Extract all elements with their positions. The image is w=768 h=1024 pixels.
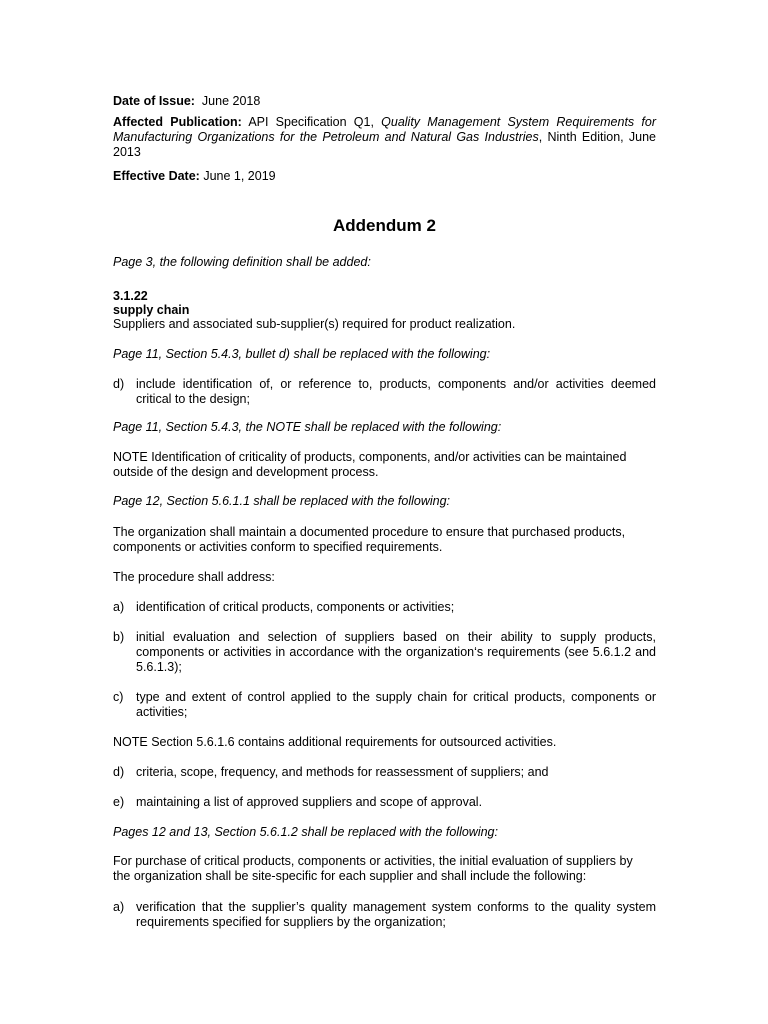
list-item-text: maintaining a list of approved suppliers and scope of approval. [136, 795, 483, 809]
list-item [113, 795, 656, 810]
defined-term: supply chain [113, 303, 190, 317]
list-item-text: verification that the supplier’s quality management system conforms to the quality system requirements specified for suppliers by the organization; [136, 900, 656, 929]
list-item [113, 600, 656, 615]
list-marker: e) [113, 795, 125, 809]
affected-publication-label: Affected Publication: [113, 115, 242, 129]
list-marker: d) [113, 377, 125, 391]
effective-date-label: Effective Date: [113, 169, 200, 183]
clause-number: 3.1.22 [113, 289, 148, 303]
list-item [113, 900, 656, 930]
list-marker: c) [113, 690, 124, 704]
date-of-issue [113, 94, 656, 109]
affected-publication [113, 115, 656, 160]
date-of-issue-label: Date of Issue: [113, 94, 195, 108]
instruction-page-12: Page 12, Section 5.6.1.1 shall be replaced with the following: [113, 494, 451, 508]
list-item [113, 690, 656, 720]
page-title: Addendum 2 [333, 216, 436, 235]
list-item-text: criteria, scope, frequency, and methods for reassessment of suppliers; and [136, 765, 549, 779]
list-item [113, 630, 656, 675]
affected-publication-title: Quality Management System Requirements for Manufacturing Organizations for the Petroleum and Natural Gas Industries [113, 115, 656, 144]
list-marker: a) [113, 600, 125, 614]
note-text: NOTE Section 5.6.1.6 contains additional requirements for outsourced activities. [113, 735, 557, 749]
list-marker: d) [113, 765, 125, 779]
list-item [113, 765, 656, 780]
note-text: NOTE Identification of criticality of products, components, and/or activities can be maintained outside of the design and development process. [113, 450, 627, 479]
paragraph: For purchase of critical products, components or activities, the initial evaluation of suppliers by the organization shall be site-specific for each supplier and shall include the following: [113, 854, 633, 883]
effective-date-value: June 1, 2019 [203, 169, 276, 183]
term-definition: Suppliers and associated sub-supplier(s) required for product realization. [113, 317, 516, 331]
list-item-text: type and extent of control applied to the supply chain for critical products, components or activities; [136, 690, 656, 719]
date-of-issue-value: June 2018 [201, 94, 261, 108]
list-item [113, 377, 656, 407]
instruction-page-3: Page 3, the following definition shall be added: [113, 255, 371, 269]
affected-publication-suffix: , Ninth Edition, June 2013 [113, 130, 657, 159]
list-item-text: initial evaluation and selection of suppliers based on their ability to supply products, components or activities in accordance with the organization‘s requirements (see 5.6.1.2 and 5.6.1.3); [136, 630, 656, 674]
list-item-text: identification of critical products, components or activities; [136, 600, 455, 614]
list-marker: b) [113, 630, 125, 644]
instruction-page-11-note: Page 11, Section 5.4.3, the NOTE shall be replaced with the following: [113, 420, 502, 434]
list-item-text: include identification of, or reference to, products, components and/or activities deemed critical to the design; [136, 377, 656, 406]
affected-publication-prefix: API Specification Q1, [248, 115, 382, 129]
instruction-pages-12-13: Pages 12 and 13, Section 5.6.1.2 shall be replaced with the following: [113, 825, 498, 839]
list-marker: a) [113, 900, 125, 914]
instruction-page-11-bullet-d: Page 11, Section 5.4.3, bullet d) shall be replaced with the following: [113, 347, 491, 361]
paragraph: The organization shall maintain a documented procedure to ensure that purchased products, components or activities conform to specified requirements. [113, 525, 626, 554]
paragraph: The procedure shall address: [113, 570, 275, 584]
effective-date [113, 169, 656, 184]
